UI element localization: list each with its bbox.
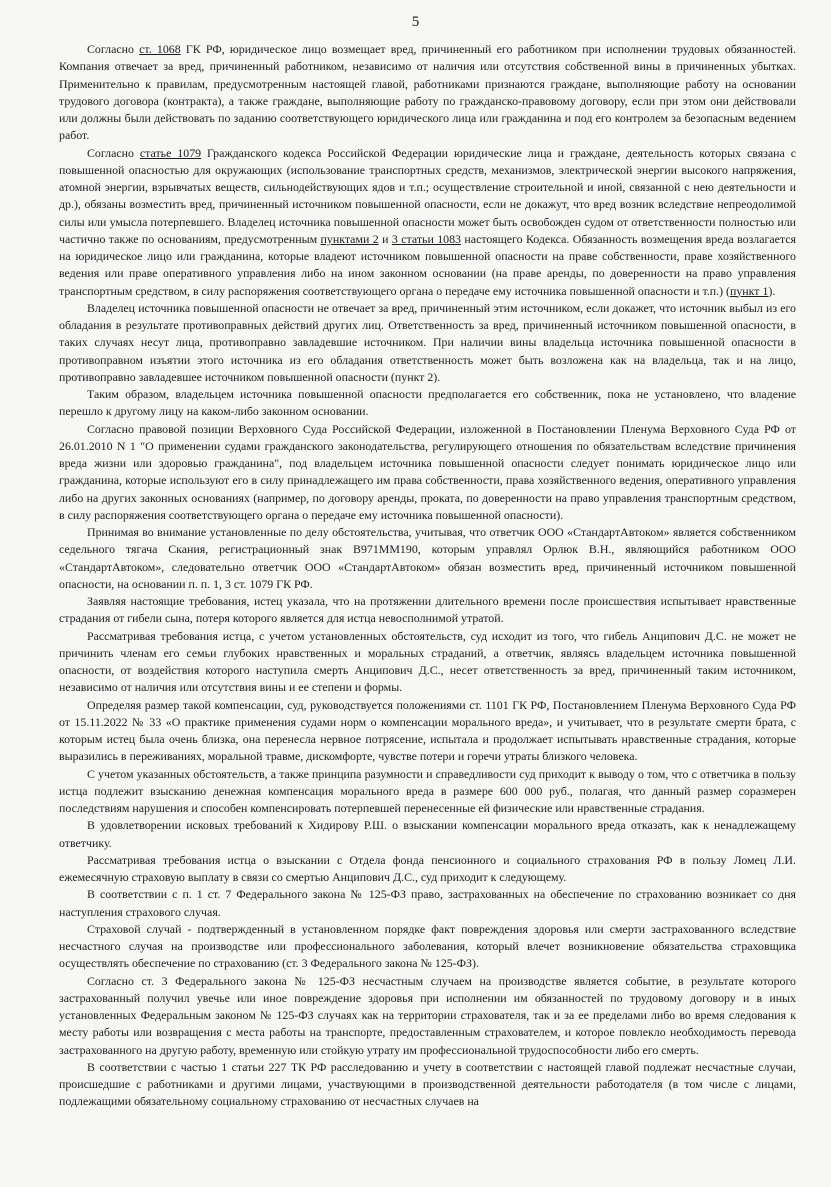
paragraph-text: Гражданского кодекса Российской Федерации юридические лица и граждане, деятельность которых связана с повышенной опасностью для окружающих (использование транспортных средств, механизмов, электрической энергии высокого напряжения, атомной энергии, взрывчатых веществ, сильнодействующих ядов и т.п.; осуществление строительной и иной, связанной с нею деятельности и др.), обязаны возместить вред, причиненный источником повышенной опасности, если не докажут, что вред возник вследствие непреодолимой силы или умысла потерпевшего. Владелец источника повышенной опасности может быть освобожден судом от ответственности полностью или частично также по основаниям, предусмотренным bbox=[59, 145, 796, 246]
paragraph bbox=[59, 593, 796, 628]
paragraph-text: Согласно правовой позиции Верховного Суда Российской Федерации, изложенной в Постановлении Пленума Верховного Суда РФ от 26.01.2010 N 1 "О применении судами гражданского законодательства, регулирующего отношения по обязательствам вследствие причинения вреда жизни или здоровью гражданина", под владельцем источника повышенной опасности следует понимать юридическое лицо или гражданина, которые используют его в силу принадлежащего им права собственности, права хозяйственного ведения, оперативного управления либо на других законных основаниях (например, по договору аренды, проката, по доверенности на право управления транспортным средством, в силу распоряжения соответствующего органа о передаче ему источника повышенной опасности). bbox=[59, 421, 796, 522]
paragraph bbox=[59, 386, 796, 421]
paragraph-text: настоящего Кодекса. Обязанность возмещения вреда возлагается на юридическое лицо или гражданина, которые владеют источником повышенной опасности на праве собственности, праве хозяйственного ведения или праве оперативного управления либо на ином законном основании (на праве аренды, по доверенности на право управления транспортным средством, в силу распоряжения соответствующего органа о передаче ему источника повышенной опасности и т.п.) ( bbox=[59, 231, 796, 298]
paragraph bbox=[59, 41, 796, 145]
paragraph bbox=[59, 817, 796, 852]
paragraph bbox=[59, 886, 796, 921]
paragraph-text: Заявляя настоящие требования, истец указала, что на протяжении длительного времени после происшествия испытывает нравственные страдания от гибели сына, потеря которого является для истца невосполнимой утратой. bbox=[59, 594, 796, 626]
paragraph bbox=[59, 145, 796, 300]
paragraph bbox=[59, 973, 796, 1059]
paragraph-text: Страховой случай - подтвержденный в установленном порядке факт повреждения здоровья или смерти застрахованного вследствие несчастного случая на производстве или профессионального заболевания, который влечет возникновение обязательства страховщика осуществлять обеспечение по страхованию (ст. 3 Федерального закона № 125-ФЗ). bbox=[59, 921, 796, 971]
paragraph-text: Согласно bbox=[87, 145, 140, 160]
law-reference-link[interactable]: пункт 1 bbox=[730, 283, 769, 298]
paragraph-text: В соответствии с частью 1 статьи 227 ТК РФ расследованию и учету в соответствии с настоящей главой подлежат несчастные случаи, происшедшие с работниками и другими лицами, участвующими в производственной деятельности работодателя (в том числе с лицами, подлежащими обязательному социальному страхованию от несчастных случаев на bbox=[59, 1059, 796, 1109]
paragraph-text: С учетом указанных обстоятельств, а также принципа разумности и справедливости суд приходит к выводу о том, что с ответчика в пользу истца подлежит взысканию денежная компенсация морального вреда в размере 600 000 руб., полагая, что данный размер соразмерен последствиям нарушения и способен компенсировать потерпевшей перенесенные ей физические или нравственные страдания. bbox=[59, 766, 796, 815]
law-reference-link[interactable]: статье 1079 bbox=[139, 145, 202, 160]
law-reference-link[interactable]: пунктами 2 bbox=[320, 231, 379, 246]
paragraph bbox=[59, 300, 796, 386]
paragraph-text: Владелец источника повышенной опасности не отвечает за вред, причиненный этим источником, если докажет, что источник выбыл из его обладания в результате противоправных действий других лиц. Ответственность за вред, причиненный источником повышенной опасности, в таких случаях несут лица, противоправно завладевшие источником. При наличии вины владельца источника повышенной опасности в противоправном изъятии этого источника из его обладания ответственность может быть возложена как на владельца, так и на лицо, противоправно завладевшее источником повышенной опасности (пункт 2). bbox=[59, 300, 796, 384]
page-number: 5 bbox=[411, 14, 420, 30]
document-body bbox=[59, 41, 796, 1111]
paragraph bbox=[59, 921, 796, 973]
paragraph-text: Определяя размер такой компенсации, суд, руководствуется положениями ст. 1101 ГК РФ, Постановлением Пленума Верховного Суда РФ от 15.11.2022 № 33 «О практике применения судами норм о компенсации морального вреда», и учитывает, что в результате смерти брата, с которым истец была очень близка, она перенесла нервное потрясение, испытала и продолжает испытывать нравственные страдания, которые выразились в переживаниях, моральной травме, дискомфорте, чувстве потери и горечи утраты близкого человека. bbox=[59, 697, 796, 764]
paragraph-text: Таким образом, владельцем источника повышенной опасности предполагается его собственник, пока не установлено, что владение перешло к другому лицу на каком-либо законном основании. bbox=[59, 387, 796, 419]
paragraph bbox=[59, 852, 796, 887]
paragraph-text: Рассматривая требования истца, с учетом установленных обстоятельств, суд исходит из того, что гибель Анципович Д.С. не может не причинить членам его семьи глубоких нравственных и моральных страданий, а ответчик, являясь владельцем источника повышенной опасности, от воздействия которого наступила смерть Анципович Д.С., несет ответственность за вред, причиненный таким источником, независимо от наличия или отсутствия вины и ее степени и формы. bbox=[59, 628, 796, 695]
paragraph bbox=[59, 628, 796, 697]
paragraph bbox=[59, 766, 796, 818]
paragraph-text: В удовлетворении исковых требований к Хидирову Р.Ш. о взыскании компенсации морального вреда отказать, как к ненадлежащему ответчику. bbox=[59, 818, 796, 850]
paragraph bbox=[59, 524, 796, 593]
paragraph bbox=[59, 1059, 796, 1111]
paragraph-text: Согласно bbox=[87, 42, 140, 56]
paragraph-text: Согласно ст. 3 Федерального закона № 125-ФЗ несчастным случаем на производстве является событие, в результате которого застрахованный получил увечье или иное повреждение здоровья при исполнении им обязанностей по трудовому договору и в иных установленных Федеральным законом № 125-ФЗ случаях как на территории страхователя, так и за ее пределами либо во время следования к месту работы или возвращения с места работы на транспорте, предоставленным страхователем, и которое повлекло необходимость перевода застрахованного на другую работу, временную или стойкую утрату им профессиональной трудоспособности либо его смерть. bbox=[59, 973, 796, 1057]
paragraph-text: и bbox=[378, 231, 392, 246]
paragraph bbox=[59, 421, 796, 525]
paragraph-text: В соответствии с п. 1 ст. 7 Федерального закона № 125-ФЗ право, застрахованных на обеспечение по страхованию возникает со дня наступления страхового случая. bbox=[59, 887, 796, 919]
law-reference-link[interactable]: ст. 1068 bbox=[139, 42, 181, 56]
paragraph-text: ). bbox=[768, 283, 776, 298]
paragraph bbox=[59, 697, 796, 766]
paragraph-text: ГК РФ, юридическое лицо возмещает вред, причиненный его работником при исполнении трудовых обязанностей. Компания отвечает за вред, причиненный работником, независимо от наличия или отсутствия собственной вины в причиненных убытках. Применительно к правилам, предусмотренным настоящей главой, работниками признаются граждане, выполняющие работу на основании трудового договора (контракта), а также граждане, выполняющие работу по гражданско-правовому договору, если при этом они действовали или должны были действовать по заданию соответствующего юридического лица или гражданина и под его контролем за безопасным ведением работ. bbox=[59, 42, 797, 143]
paragraph-text: Принимая во внимание установленные по делу обстоятельства, учитывая, что ответчик ООО «СтандартАвтоком» является собственником седельного тягача Скания, регистрационный знак В971ММ190, которым управлял Орлюк В.Н., являющийся работником ООО «СтандартАвтоком», следовательно ответчик ООО «СтандартАвтоком» обязан возместить вред, причиненный источником повышенной опасности, на основании п. п. 1, 3 ст. 1079 ГК РФ. bbox=[59, 525, 796, 591]
law-reference-link[interactable]: 3 статьи 1083 bbox=[391, 231, 462, 246]
paragraph-text: Рассматривая требования истца о взыскании с Отдела фонда пенсионного и социального страхования РФ в пользу Ломец Л.И. ежемесячную страховую выплату в связи со смертью Анципович Д.С., суд приходит к следующему. bbox=[59, 852, 796, 884]
